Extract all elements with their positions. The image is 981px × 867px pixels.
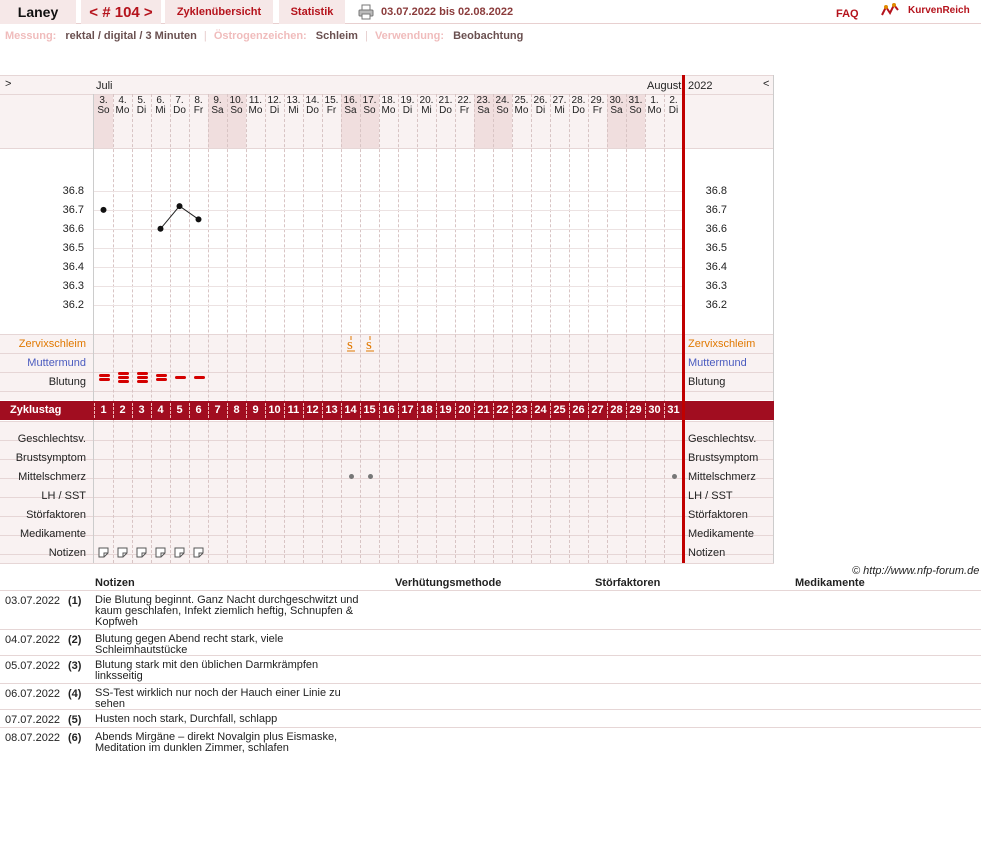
day-number: 19. [400, 95, 415, 106]
month-label-august: August [647, 80, 682, 92]
svg-text:s: s [347, 337, 353, 353]
weekday: Di [668, 105, 679, 116]
weekday: Do [439, 105, 452, 116]
cycle-day-number: 5 [176, 404, 183, 416]
weekday: So [97, 105, 110, 116]
temperature-plot [0, 148, 774, 334]
weekday: Mo [248, 105, 263, 116]
row-label-geschlechtsverkehr: Geschlechtsv. [17, 433, 86, 445]
cycle-day-number: 13 [325, 404, 338, 416]
row-label-mittelschmerz: Mittelschmerz [18, 471, 86, 483]
cycle-day-separator [436, 403, 437, 418]
cycle-day-separator [322, 403, 323, 418]
cycle-day-separator [132, 403, 133, 418]
cycle-end-line [682, 75, 685, 563]
row-label-medikamente-right: Medikamente [688, 528, 755, 540]
grid-line [0, 391, 774, 392]
weekday: Mi [155, 105, 166, 116]
table-row [0, 709, 981, 727]
day-number: 7. [175, 95, 184, 106]
tab-cycle-overview[interactable]: Zyklenübersicht [165, 0, 273, 24]
cycle-day-number: 25 [553, 404, 566, 416]
col-header-method: Verhütungsmethode [395, 577, 502, 589]
weekday: Mi [421, 105, 432, 116]
weekday: Sa [610, 105, 623, 116]
y-tick-label-right: 36.4 [705, 260, 727, 273]
tab-statistics[interactable]: Statistik [279, 0, 345, 24]
bleeding-mark [137, 376, 148, 379]
day-number: 8. [194, 95, 203, 106]
cycle-day-number: 6 [195, 404, 202, 416]
cycle-day-label: Zyklustag [10, 404, 62, 416]
note-text: Blutung gegen Abend recht stark, viele Schleimhautstücke [95, 633, 284, 656]
bleeding-mark [118, 376, 129, 379]
cycle-day-separator [645, 403, 646, 418]
weekday: Mo [514, 105, 529, 116]
note-date: 06.07.2022 [5, 688, 61, 700]
row-label-muttermund-right: Muttermund [688, 357, 747, 369]
day-number: 12. [267, 95, 282, 106]
cycle-day-number: 27 [591, 404, 604, 416]
row-label-medikamente: Medikamente [19, 528, 86, 540]
day-number: 26. [533, 95, 548, 106]
cycle-day-separator [512, 403, 513, 418]
day-number: 22. [457, 95, 472, 106]
cycle-day-separator [417, 403, 418, 418]
row-label-zervixschleim-right: Zervixschleim [688, 338, 756, 350]
weekday: So [496, 105, 509, 116]
cycle-navigator[interactable]: < # 104 > [81, 0, 161, 24]
cycle-day-separator [341, 403, 342, 418]
top-bar [0, 0, 981, 24]
table-row [0, 629, 981, 655]
grid-line [0, 372, 774, 373]
weekday: Fr [592, 105, 603, 116]
day-number: 1. [650, 95, 659, 106]
cycle-day-separator [550, 403, 551, 418]
cycle-day-number: 10 [268, 404, 281, 416]
note-icon[interactable] [136, 547, 147, 558]
day-number: 23. [476, 95, 491, 106]
day-number: 11. [248, 95, 263, 106]
note-number: (6) [68, 732, 82, 744]
grid-line [0, 75, 774, 76]
chart-prev-button[interactable]: > [5, 78, 12, 90]
cycle-day-separator [113, 403, 114, 418]
y-tick-label-right: 36.6 [705, 222, 727, 235]
grid-line [0, 478, 774, 479]
cycle-day-separator [531, 403, 532, 418]
cycle-day-separator [151, 403, 152, 418]
y-tick-label: 36.6 [62, 222, 84, 235]
cycle-day-number: 4 [157, 404, 164, 416]
cycle-day-number: 15 [363, 404, 376, 416]
row-label-notizen-right: Notizen [688, 547, 726, 559]
note-date: 05.07.2022 [5, 660, 61, 672]
weekday: Mo [115, 105, 130, 116]
grid-line [0, 497, 774, 498]
cycle-day-number: 3 [138, 404, 145, 416]
cycle-day-number: 14 [344, 404, 357, 416]
weekday: Do [173, 105, 186, 116]
grid-line [0, 459, 774, 460]
note-number: (1) [68, 595, 82, 607]
cycle-day-separator [227, 403, 228, 418]
cycle-day-separator [607, 403, 608, 418]
mittelschmerz-dot [672, 474, 677, 479]
cycle-day-number: 22 [496, 404, 509, 416]
weekday: Mo [647, 105, 662, 116]
chart-next-button[interactable]: < [763, 78, 770, 90]
day-number: 2. [669, 95, 678, 106]
y-tick-label: 36.8 [62, 184, 84, 197]
note-number: (5) [68, 714, 82, 726]
cycle-day-number: 2 [119, 404, 126, 416]
cycle-day-number: 18 [420, 404, 433, 416]
note-text: SS-Test wirklich nur noch der Hauch einer Linie zu sehen [95, 687, 341, 710]
cycle-day-number: 9 [252, 404, 259, 416]
bleeding-mark [175, 376, 186, 379]
print-icon[interactable] [358, 4, 374, 20]
usage-label: Verwendung: [374, 30, 445, 42]
grid-line [0, 535, 774, 536]
y-tick-label: 36.7 [62, 203, 84, 216]
cycle-day-number: 11 [287, 404, 300, 416]
temperature-line [161, 206, 199, 229]
note-date: 07.07.2022 [5, 714, 61, 726]
row-label-lh-sst-right: LH / SST [688, 490, 733, 502]
weekday: Fr [326, 105, 337, 116]
date-range: 03.07.2022 bis 02.08.2022 [381, 6, 514, 18]
table-row [0, 590, 981, 629]
day-number: 3. [99, 95, 108, 106]
bleeding-mark [99, 378, 110, 381]
cycle-day-separator [360, 403, 361, 418]
note-number: (2) [68, 634, 82, 646]
cycle-day-number: 23 [515, 404, 528, 416]
cycle-day-separator [588, 403, 589, 418]
day-number: 5. [137, 95, 146, 106]
row-label-brustsymptom-right: Brustsymptom [688, 452, 759, 464]
divider: | [203, 30, 207, 42]
day-number: 31. [628, 95, 643, 106]
note-date: 03.07.2022 [5, 595, 61, 607]
cycle-day-number: 7 [214, 404, 221, 416]
note-icon[interactable] [193, 547, 204, 558]
day-number: 13. [286, 95, 301, 106]
grid-line [0, 563, 774, 564]
y-tick-label-right: 36.8 [705, 184, 727, 197]
user-name: Laney [0, 0, 76, 24]
note-text: Blutung stark mit den üblichen Darmkrämpfen linksseitig [95, 659, 319, 682]
grid-line [0, 516, 774, 517]
bleeding-mark [156, 374, 167, 377]
note-text: Husten noch stark, Durchfall, schlapp [95, 713, 278, 725]
y-tick-label: 36.3 [62, 279, 84, 292]
cycle-day-separator [94, 403, 95, 418]
weekday: Fr [193, 105, 204, 116]
cycle-day-separator [265, 403, 266, 418]
note-date: 08.07.2022 [5, 732, 61, 744]
y-tick-label-right: 36.5 [705, 241, 727, 254]
bleeding-mark [137, 380, 148, 383]
cycle-day-separator [493, 403, 494, 418]
cycle-day-separator [474, 403, 475, 418]
cycle-day-separator [569, 403, 570, 418]
y-tick-label-right: 36.7 [705, 203, 727, 216]
cycle-day-number: 30 [648, 404, 661, 416]
month-label-july: Juli [96, 80, 113, 92]
day-number: 28. [571, 95, 586, 106]
cycle-day-separator [189, 403, 190, 418]
measurement-info [5, 30, 523, 44]
bleeding-mark [137, 372, 148, 375]
y-tick-label-right: 36.3 [705, 279, 727, 292]
weekday: So [230, 105, 243, 116]
weekday: So [363, 105, 376, 116]
cycle-day-separator [626, 403, 627, 418]
weekday: Di [136, 105, 147, 116]
temperature-point[interactable] [158, 226, 164, 232]
bleeding-mark [99, 374, 110, 377]
temperature-point[interactable] [196, 216, 202, 222]
note-number: (3) [68, 660, 82, 672]
weekday: Sa [477, 105, 490, 116]
day-number: 4. [118, 95, 127, 106]
cycle-day-separator [208, 403, 209, 418]
note-date: 04.07.2022 [5, 634, 61, 646]
weekday: Mo [381, 105, 396, 116]
day-number: 25. [514, 95, 529, 106]
divider: | [365, 30, 368, 42]
grid-line [0, 421, 774, 422]
faq-link[interactable]: FAQ [836, 8, 859, 20]
grid-line [0, 353, 774, 354]
cycle-chart [0, 75, 774, 563]
cycle-day-separator [170, 403, 171, 418]
measure-label: Messung: [5, 30, 57, 42]
copyright[interactable]: © http://www.nfp-forum.de [852, 565, 980, 577]
day-number: 9. [213, 95, 222, 106]
cycle-day-number: 12 [306, 404, 319, 416]
note-text: Die Blutung beginnt. Ganz Nacht durchgeschwitzt und kaum geschlafen, Infekt ziemlich heftig, Schnupfen & Kopfweh [95, 594, 359, 628]
weekday: Do [572, 105, 585, 116]
day-number: 30. [609, 95, 624, 106]
cycle-day-number: 8 [233, 404, 240, 416]
note-icon[interactable] [117, 547, 128, 558]
estrogen-label: Östrogenzeichen: [213, 30, 307, 42]
table-row [0, 683, 981, 709]
day-number: 29. [590, 95, 605, 106]
temperature-point[interactable] [101, 207, 107, 213]
temperature-point[interactable] [177, 203, 183, 209]
cycle-day-number: 20 [458, 404, 471, 416]
weekday: Di [535, 105, 546, 116]
note-icon[interactable] [155, 547, 166, 558]
day-number: 17. [362, 95, 377, 106]
day-number: 14. [305, 95, 320, 106]
y-tick-label-right: 36.2 [705, 298, 727, 311]
row-label-mittelschmerz-right: Mittelschmerz [688, 471, 756, 483]
weekday: Mi [288, 105, 299, 116]
cycle-day-number: 24 [534, 404, 547, 416]
year-label: 2022 [688, 80, 713, 92]
weekday: Di [269, 105, 280, 116]
y-tick-label: 36.4 [62, 260, 84, 273]
mittelschmerz-dot [349, 474, 354, 479]
row-label-brustsymptom: Brustsymptom [15, 452, 86, 464]
bleeding-mark [156, 378, 167, 381]
table-row [0, 655, 981, 683]
zervixschleim-mark[interactable] [364, 334, 376, 353]
cycle-day-separator [246, 403, 247, 418]
weekday: Mi [554, 105, 565, 116]
usage-value: Beobachtung [453, 30, 524, 42]
estrogen-value: Schleim [315, 30, 358, 42]
day-number: 10. [229, 95, 244, 106]
mittelschmerz-dot [368, 474, 373, 479]
day-number: 21. [438, 95, 453, 106]
col-header-medication: Medikamente [795, 577, 865, 589]
cycle-day-number: 31 [667, 404, 680, 416]
measure-value: rektal / digital / 3 Minuten [65, 30, 197, 42]
weekday: Do [306, 105, 319, 116]
note-icon[interactable] [98, 547, 109, 558]
bleeding-mark [118, 380, 129, 383]
brand-name[interactable]: KurvenReich [908, 5, 970, 16]
cycle-day-separator [284, 403, 285, 418]
note-number: (4) [68, 688, 82, 700]
row-label-notizen: Notizen [48, 547, 86, 559]
cycle-day-separator [664, 403, 665, 418]
symptom-rows-bg [0, 421, 774, 563]
cycle-day-separator [455, 403, 456, 418]
bleeding-mark [118, 372, 129, 375]
note-text: Abends Mirgäne – direkt Novalgin plus Eismaske, Meditation im dunklen Zimmer, schlafen [95, 731, 338, 754]
col-header-notes: Notizen [95, 577, 135, 589]
row-label-blutung-right: Blutung [688, 376, 726, 388]
table-row [0, 727, 981, 755]
row-label-lh-sst: LH / SST [41, 490, 86, 502]
cycle-day-number: 19 [439, 404, 452, 416]
day-number: 16. [343, 95, 358, 106]
day-number: 24. [495, 95, 510, 106]
cycle-day-number: 21 [477, 404, 490, 416]
day-number: 6. [156, 95, 165, 106]
cycle-day-separator [398, 403, 399, 418]
bleeding-mark [194, 376, 205, 379]
col-header-disturbances: Störfaktoren [595, 577, 661, 589]
svg-text:s: s [366, 337, 372, 353]
day-number: 27. [552, 95, 567, 106]
cycle-day-number: 1 [100, 404, 107, 416]
day-number: 20. [419, 95, 434, 106]
row-label-stoerfaktoren: Störfaktoren [26, 509, 86, 521]
weekday: So [629, 105, 642, 116]
row-label-stoerfaktoren-right: Störfaktoren [688, 509, 748, 521]
day-number: 18. [381, 95, 396, 106]
cycle-day-separator [303, 403, 304, 418]
day-number: 15. [324, 95, 339, 106]
grid-line [0, 334, 774, 335]
row-label-blutung: Blutung [48, 376, 86, 388]
cycle-day-separator [379, 403, 380, 418]
kurvenreich-logo-icon[interactable] [880, 1, 902, 19]
cycle-day-number: 29 [629, 404, 642, 416]
cycle-day-number: 16 [382, 404, 395, 416]
cycle-day-number: 17 [401, 404, 414, 416]
row-label-zervixschleim: Zervixschleim [18, 338, 86, 350]
zervixschleim-mark[interactable] [345, 334, 357, 353]
row-label-geschlechtsverkehr-right: Geschlechtsv. [688, 433, 757, 445]
y-tick-label: 36.5 [62, 241, 84, 254]
note-icon[interactable] [174, 547, 185, 558]
weekday: Di [402, 105, 413, 116]
row-label-muttermund: Muttermund [27, 357, 86, 369]
cycle-day-number: 28 [610, 404, 623, 416]
weekday: Fr [459, 105, 470, 116]
y-tick-label: 36.2 [62, 298, 84, 311]
weekday: Sa [344, 105, 357, 116]
weekday: Sa [211, 105, 224, 116]
grid-line [0, 440, 774, 441]
cycle-day-number: 26 [572, 404, 585, 416]
